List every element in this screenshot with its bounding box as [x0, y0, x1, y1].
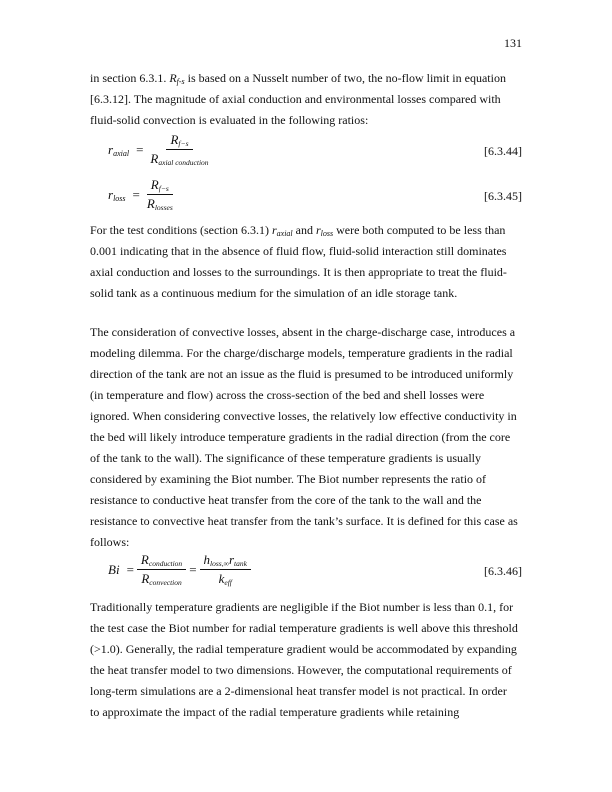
text-line: resistance to conductive heat transfer from the core of the tank to the wall and the: [90, 493, 482, 507]
fraction: $\frac{h_{loss,\infty}r_{tank}}{k_{eff}}$: [200, 552, 251, 587]
text-line: long-term simulations are a 2-dimensional heat transfer model is not practical. In order: [90, 684, 507, 698]
fraction: $\frac{R_{f-s}}{R_{axial conduction}}$: [150, 132, 209, 167]
text-line: in section 6.3.1. $R_{f-s}$ is based on a Nusselt number of two, the no-flow limit in equation: [90, 71, 506, 86]
paragraph-intro: [90, 68, 524, 131]
fraction: $\frac{R_{f-s}}{R_{losses}}$: [146, 177, 173, 212]
text-line: (>1.0). Generally, the radial temperature gradient would be accommodated by expanding: [90, 642, 517, 656]
text-line: fluid-solid convection is evaluated in the following ratios:: [90, 113, 369, 127]
text-line: (in temperature and flow) across the cross-section of the bed and shell losses were: [90, 388, 485, 402]
text-line: Traditionally temperature gradients are negligible if the Biot number is less than 0.1, for: [90, 600, 514, 614]
text-line: ignored. When considering convective losses, the relatively low effective conductivity in: [90, 409, 517, 423]
text-line: of the tank to the wall). The significance of these temperature gradients is usually: [90, 451, 481, 465]
equation-label: [6.3.46]: [484, 564, 522, 578]
text-line: For the test conditions (section 6.3.1) $r_{axial}$ and $r_{loss}$ were both computed to be less than: [90, 223, 506, 238]
text-line: modeling dilemma. For the charge/discharge models, temperature gradients in the radial: [90, 346, 513, 360]
text-line: the test case the Biot number for radial temperature gradients is well above this threshold: [90, 621, 518, 635]
equation-r-loss: $r_{loss}$ = $\frac{R_{f-s}}{R_{losses}}$: [108, 177, 177, 217]
fraction: $\frac{R_{conduction}}{R_{convection}}$: [137, 552, 186, 587]
text-line: solid tank as a continuous medium for the simulation of an idle storage tank.: [90, 286, 458, 300]
paragraph-test-conditions: [90, 220, 524, 304]
text-line: The consideration of convective losses, absent in the charge-discharge case, introduces a: [90, 325, 516, 339]
text-line: follows:: [90, 535, 130, 549]
text-line: axial conduction and losses to the surroundings. It is then appropriate to treat the fluid-: [90, 265, 507, 279]
paragraph-convective-losses: [90, 322, 524, 553]
page-number: 131: [504, 36, 522, 50]
text-line: 0.001 indicating that in the absence of fluid flow, fluid-solid interaction still dominates: [90, 244, 507, 258]
text-line: to approximate the impact of the radial temperature gradients while retaining: [90, 705, 460, 719]
equation-biot: Bi = $\frac{R_{conduction}}{R_{convection}}$ = $\frac{h_{loss,\infty}r_{tank}}{k_{eff}}$: [108, 552, 251, 592]
equation-label: [6.3.44]: [484, 144, 522, 158]
paragraph-biot-threshold: [90, 597, 524, 723]
text-line: the heat transfer model to two dimensions. However, the computational requirements of: [90, 663, 512, 677]
equation-r-axial: $r_{axial}$ = $\frac{R_{f-s}}{R_{axial conduction}}$: [108, 132, 213, 172]
text-line: direction of the tank are not an issue as the fluid is presumed to be introduced uniformly: [90, 367, 514, 381]
text-line: the bed will likely introduce temperature gradients in the radial direction (from the core: [90, 430, 511, 444]
text-line: resistance to convective heat transfer from the tank’s surface. It is defined for this case as: [90, 514, 518, 528]
text-line: [6.3.12]. The magnitude of axial conduction and environmental losses compared with: [90, 92, 501, 106]
equation-label: [6.3.45]: [484, 189, 522, 203]
text-line: considered by examining the Biot number. The Biot number represents the ratio of: [90, 472, 487, 486]
